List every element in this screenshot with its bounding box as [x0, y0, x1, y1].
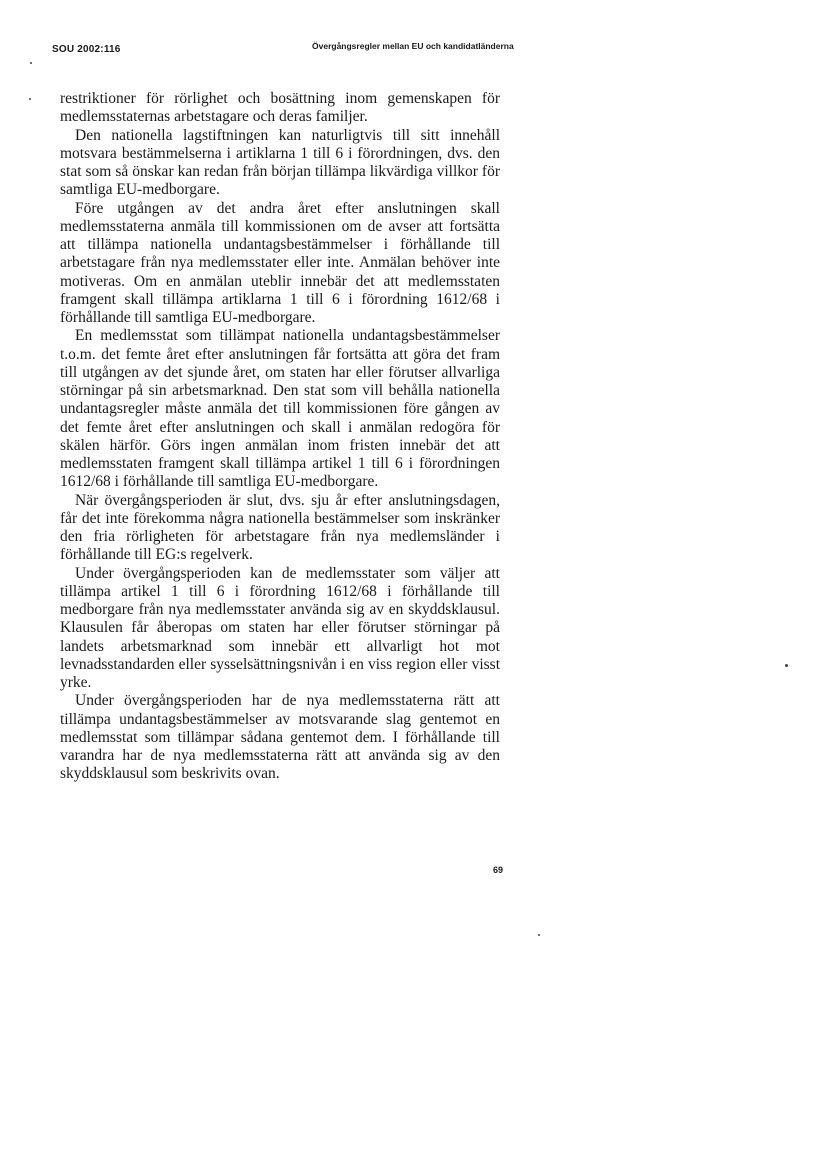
scan-speck [29, 98, 31, 100]
paragraph: Under övergångsperioden har de nya medlemsstaterna rätt att tillämpa undantagsbestämmelser av motsvarande slag gentemot en medlemsstat som tillämpar sådana gentemot dem. I förhållande till varandra har de nya medlemsstaterna rätt att använda sig av den skyddsklausul som beskrivits ovan. [60, 692, 500, 783]
page-number: 69 [493, 865, 504, 875]
report-series-label: SOU 2002:116 [52, 44, 121, 55]
paragraph: Under övergångsperioden kan de medlemsstater som väljer att tillämpa artikel 1 till 6 i förordning 1612/68 i förhållande till medborgare från nya medlemsstater använda sig av en skyddsklausul. Klausulen får åberopas om staten har eller förutser störningar på landets arbetsmarknad som innebär ett allvarligt hot mot levnadsstandarden eller sysselsättningsnivån i en viss region eller visst yrke. [60, 564, 500, 691]
paragraph: När övergångsperioden är slut, dvs. sju år efter anslutningsdagen, får det inte förekomma några nationella bestämmelser som inskränker den fria rörligheten för arbetstagare från nya medlemsländer i förhållande till EG:s regelverk. [60, 491, 500, 564]
scan-speck [30, 62, 32, 64]
scan-speck [785, 664, 788, 667]
paragraph: En medlemsstat som tillämpat nationella undantagsbestämmelser t.o.m. det femte året efter anslutningen får fortsätta att göra det fram till utgången av det sjunde året, om staten har eller förutser allvarliga störningar på sin arbetsmarknad. Den stat som vill behålla nationella undantagsregler måste anmäla det till kommissionen före gången av det femte året efter anslutningen och skall i anmälan redogöra för skälen härför. Görs ingen anmälan inom fristen innebär det att medlemsstaten framgent skall tillämpa artikel 1 till 6 i förordningen 1612/68 i förhållande till samtliga EU-medborgare. [60, 327, 500, 491]
paragraph: restriktioner för rörlighet och bosättning inom gemenskapen för medlemsstaternas arbetstagare och deras familjer. [60, 90, 500, 126]
paragraph: Före utgången av det andra året efter anslutningen skall medlemsstaterna anmäla till kommissionen om de avser att fortsätta att tillämpa nationella undantagsbestämmelser i förhållande till arbetstagare från nya medlemsstater eller inte. Anmälan behöver inte motiveras. Om en anmälan uteblir innebär det att medlemsstaten framgent skall tillämpa artiklarna 1 till 6 i förordning 1612/68 i förhållande till samtliga EU-medborgare. [60, 199, 500, 326]
scan-speck [538, 934, 540, 936]
paragraph: Den nationella lagstiftningen kan naturligtvis till sitt innehåll motsvara bestämmelserna i artiklarna 1 till 6 i förordningen, dvs. den stat som så önskar kan redan från början tillämpa likvärdiga villkor för samtliga EU-medborgare. [60, 126, 500, 199]
chapter-title: Övergångsregler mellan EU och kandidatländerna [312, 41, 514, 51]
body-text [60, 90, 500, 784]
